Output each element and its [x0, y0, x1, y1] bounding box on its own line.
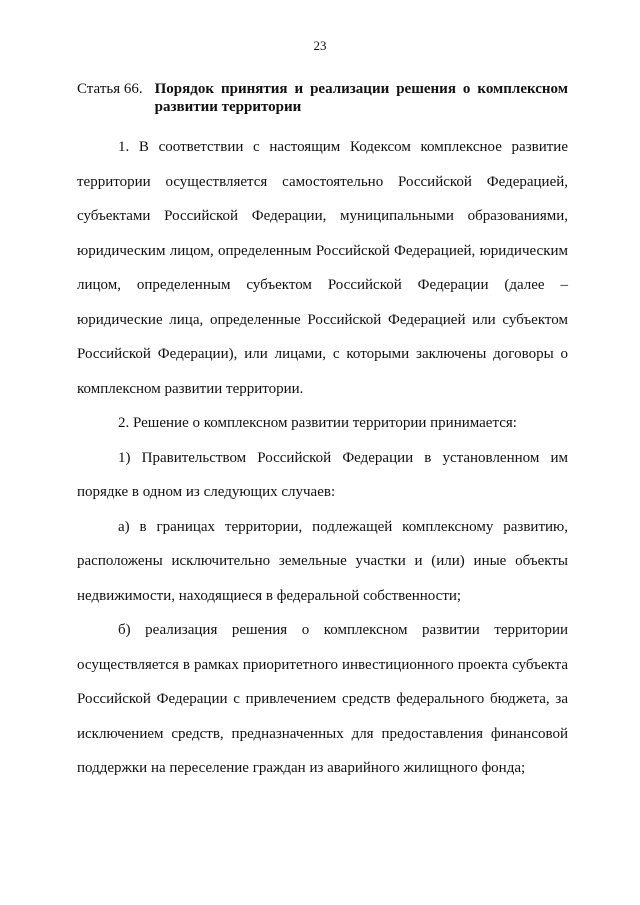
paragraph-2-item-1-b: б) реализация решения о комплексном развитии территории осуществляется в рамках приоритетного инвестиционного проекта субъекта Российской Федерации с привлечением средств федерального бюджета, за исключением средств, предназначенных для предоставления финансовой поддержки на переселение граждан из аварийного жилищного фонда;: [77, 622, 568, 776]
paragraph-2: 2. Решение о комплексном развитии территории принимается:: [118, 415, 517, 431]
paragraph-1: 1. В соответствии с настоящим Кодексом комплексное развитие территории осуществляется самостоятельно Российской Федерацией, субъектами Российской Федерации, муниципальными образованиями, юридическим лицом, определенным Российской Федерацией, юридическим лицом, определенным субъектом Российской Федерации (далее – юридические лица, определенные Российской Федерацией или субъектом Российской Федерации), или лицами, с которыми заключены договоры о комплексном развитии территории.: [77, 139, 568, 397]
paragraph-2-item-1: 1) Правительством Российской Федерации в установленном им порядке в одном из следующих случаев:: [77, 449, 568, 500]
paragraph-2-item-1-a: а) в границах территории, подлежащей комплексному развитию, расположены исключительно земельные участки и (или) иные объекты недвижимости, находящиеся в федеральной собственности;: [77, 518, 568, 604]
article-label: Статья 66.: [77, 81, 143, 97]
article-heading: [77, 80, 568, 116]
page-number: 23: [313, 38, 327, 53]
article-title: Порядок принятия и реализации решения о комплексном развитии территории: [154, 81, 568, 115]
article-66: [77, 80, 568, 786]
article-body: [77, 130, 568, 786]
